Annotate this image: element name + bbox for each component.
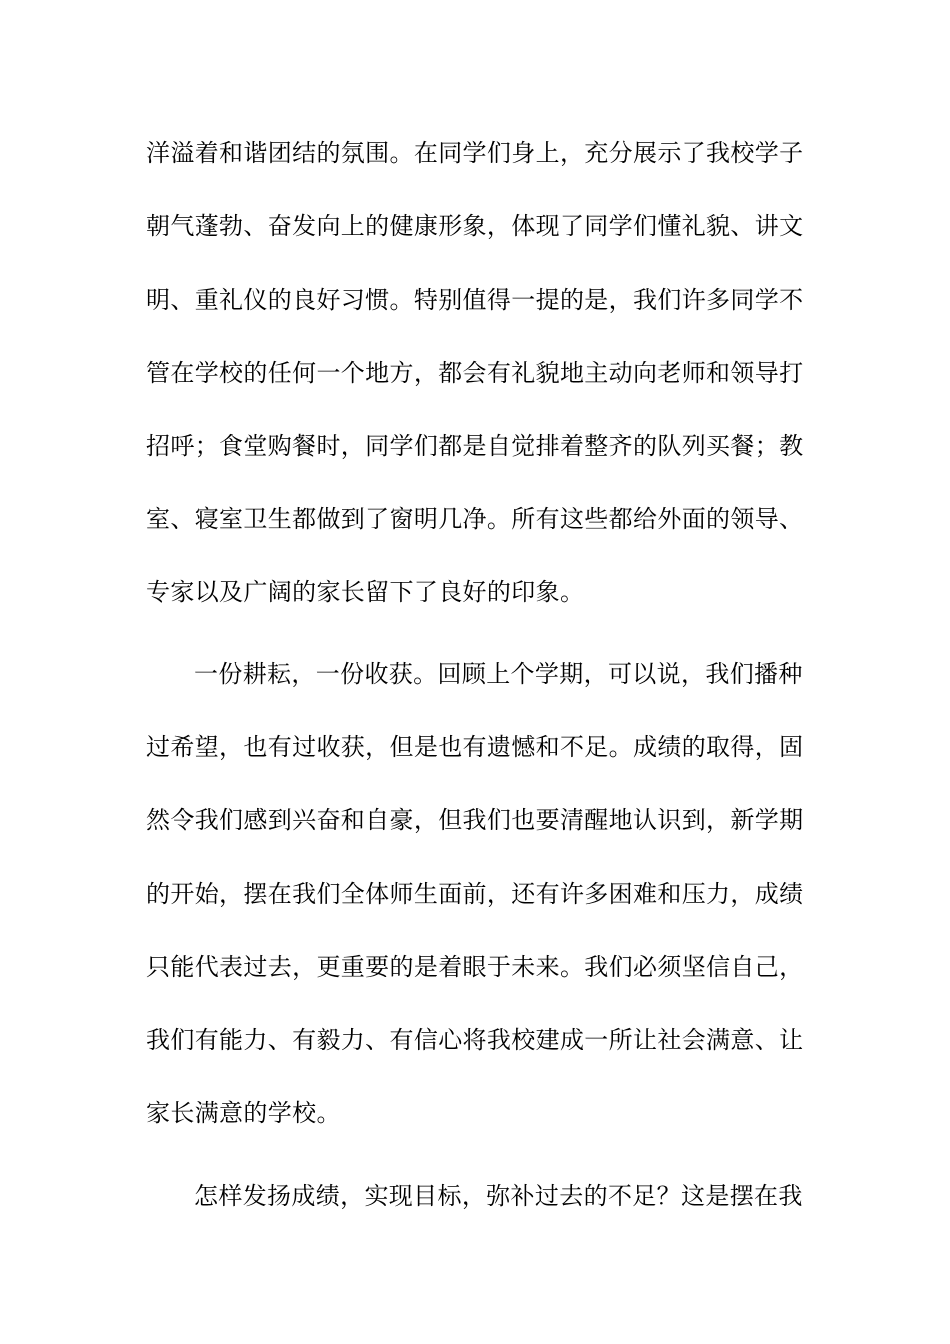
text-line: 室、寝室卫生都做到了窗明几净。所有这些都给外面的领导、 [146,505,804,533]
text-line: 管在学校的任何一个地方，都会有礼貌地主动向老师和领导打 [146,359,804,387]
text-line: 明、重礼仪的良好习惯。特别值得一提的是，我们许多同学不 [146,286,804,314]
text-line: 招呼；食堂购餐时，同学们都是自觉排着整齐的队列买餐；教 [146,432,804,460]
text-line: 朝气蓬勃、奋发向上的健康形象，体现了同学们懂礼貌、讲文 [146,212,804,240]
text-line: 家长满意的学校。 [146,1099,341,1127]
text-line: 然令我们感到兴奋和自豪，但我们也要清醒地认识到，新学期 [146,806,804,834]
paragraph-first-line: 一份耕耘，一份收获。回顾上个学期，可以说，我们播种 [194,660,803,688]
text-line: 洋溢着和谐团结的氛围。在同学们身上，充分展示了我校学子 [146,139,804,167]
text-line: 我们有能力、有毅力、有信心将我校建成一所让社会满意、让 [146,1026,804,1054]
text-line: 的开始，摆在我们全体师生面前，还有许多困难和压力，成绩 [146,880,804,908]
text-line: 专家以及广阔的家长留下了良好的印象。 [146,578,585,606]
text-line: 过希望，也有过收获，但是也有遗憾和不足。成绩的取得，固 [146,733,804,761]
text-line: 只能代表过去，更重要的是着眼于未来。我们必须坚信自己， [146,953,804,981]
paragraph-first-line: 怎样发扬成绩，实现目标，弥补过去的不足？这是摆在我 [194,1182,803,1210]
